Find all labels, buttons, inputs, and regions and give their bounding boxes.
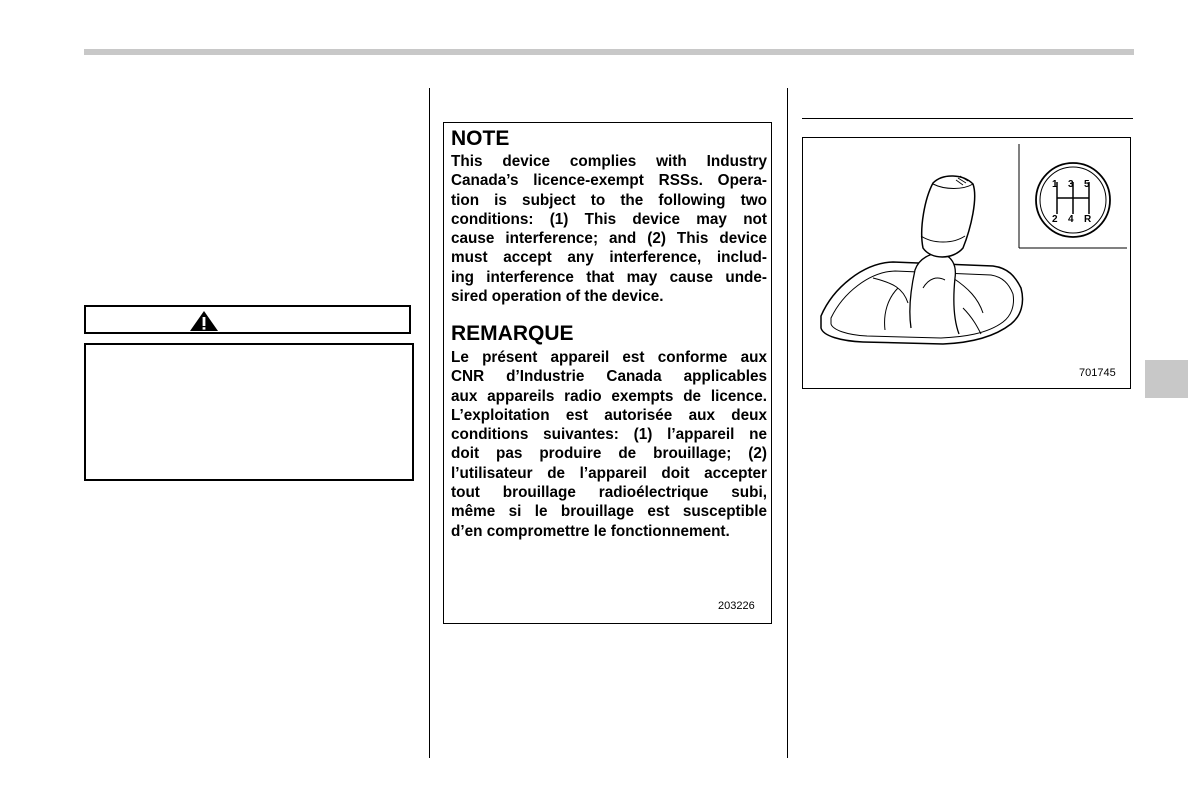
note-text bbox=[451, 152, 767, 306]
note-line: This device complies with Industry bbox=[451, 153, 767, 170]
note-heading: NOTE bbox=[451, 127, 510, 150]
section-rule bbox=[802, 118, 1133, 119]
remarque-line: conditions suivantes: (1) l’appareil ne bbox=[451, 426, 767, 444]
warning-header bbox=[84, 305, 411, 334]
warning-body bbox=[84, 343, 414, 481]
shift-pattern-top-3: 3 bbox=[1068, 179, 1074, 190]
shift-pattern-bottom-4: 4 bbox=[1068, 214, 1074, 225]
warning-triangle-icon bbox=[189, 310, 219, 332]
remarque-line: aux appareils radio exempts de licence. bbox=[451, 387, 767, 405]
compliance-label bbox=[443, 122, 772, 624]
remarque-line: Le présent appareil est conforme aux bbox=[451, 349, 767, 366]
remarque-line: doit pas produire de brouillage; (2) bbox=[451, 445, 767, 463]
remarque-line: tout brouillage radioélectrique subi, bbox=[451, 484, 767, 502]
label-figure-number: 203226 bbox=[718, 600, 755, 612]
remarque-text bbox=[451, 348, 767, 541]
column-divider-left bbox=[429, 88, 430, 758]
note-line: tion is subject to the following two bbox=[451, 191, 767, 209]
column-divider-right bbox=[787, 88, 788, 758]
remarque-line: CNR d’Industrie Canada applicables bbox=[451, 368, 767, 386]
note-line: conditions: (1) This device may not bbox=[451, 210, 767, 228]
shift-pattern-bottom-2: 2 bbox=[1052, 214, 1058, 225]
remarque-line: L’exploitation est autorisée aux deux bbox=[451, 406, 767, 424]
note-line: must accept any interference, includ- bbox=[451, 249, 767, 267]
note-line: sired operation of the device. bbox=[451, 288, 664, 306]
remarque-heading: REMARQUE bbox=[451, 322, 574, 345]
gear-shifter-illustration bbox=[803, 138, 1129, 387]
shift-pattern-top-5: 5 bbox=[1084, 179, 1090, 190]
header-rule bbox=[84, 49, 1134, 55]
remarque-line: l’utilisateur de l’appareil doit accepter bbox=[451, 464, 767, 482]
shifter-figure bbox=[802, 137, 1131, 389]
note-line: Canada’s licence-exempt RSSs. Opera- bbox=[451, 172, 767, 190]
shift-pattern-top-1: 1 bbox=[1052, 179, 1058, 190]
note-line: cause interference; and (2) This device bbox=[451, 230, 767, 248]
remarque-line: d’en compromettre le fonctionnement. bbox=[451, 522, 730, 540]
remarque-line: même si le brouillage est susceptible bbox=[451, 503, 767, 521]
shifter-figure-number: 701745 bbox=[1079, 367, 1116, 379]
shift-pattern-bottom-r: R bbox=[1084, 214, 1092, 225]
chapter-tab bbox=[1145, 360, 1188, 398]
note-line: ing interference that may cause unde- bbox=[451, 268, 767, 286]
